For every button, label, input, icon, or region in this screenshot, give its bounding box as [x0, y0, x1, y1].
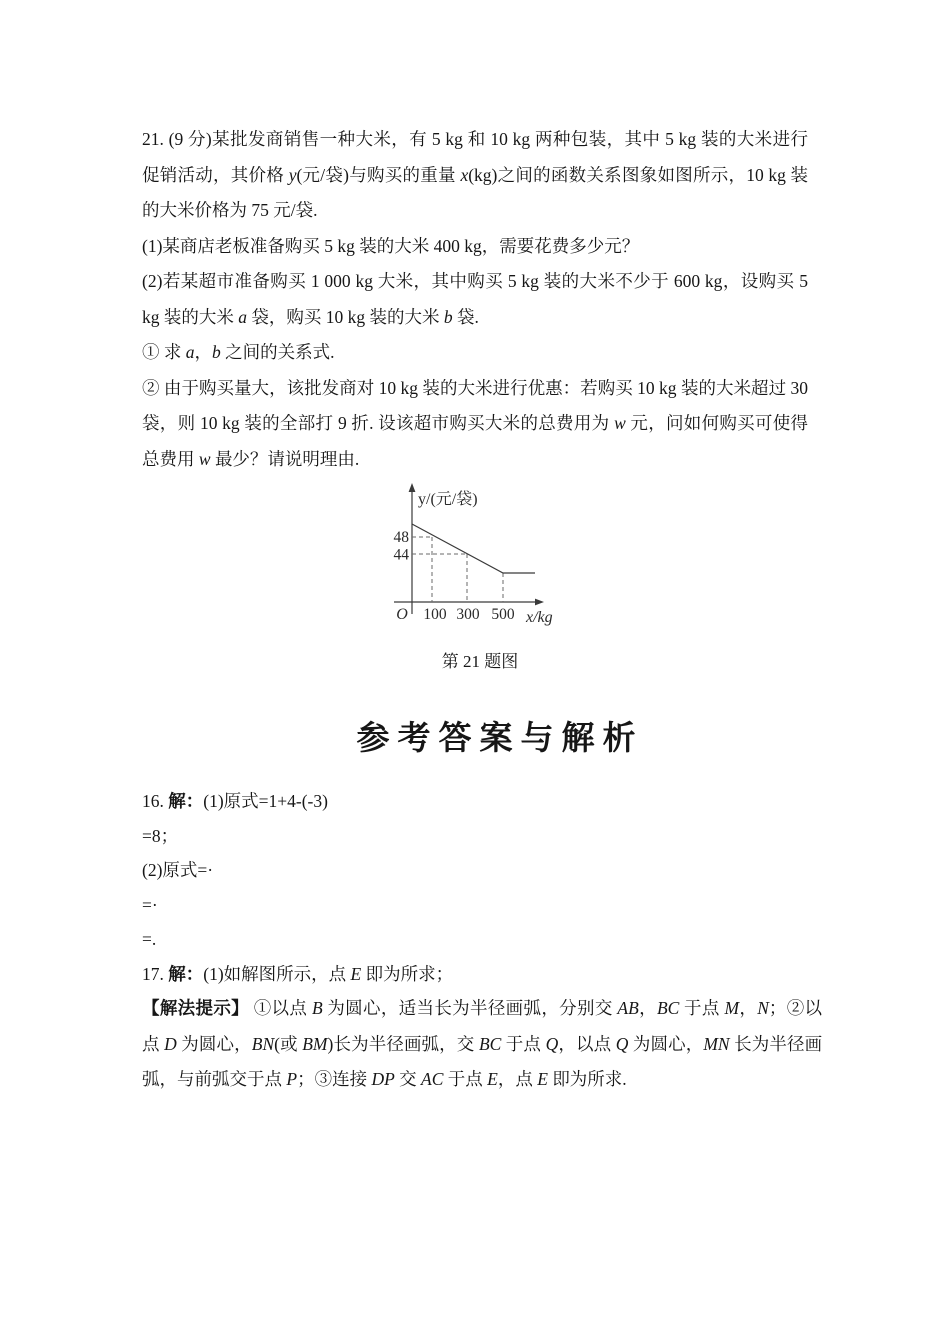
price-weight-line-chart	[380, 483, 575, 633]
x-tick-300: 300	[456, 606, 480, 623]
price-line-series	[412, 524, 535, 573]
answer-16-line-1: 16. 解：(1)原式=1+4-(-3)	[142, 791, 328, 811]
answer-16-line-5: =.	[142, 929, 157, 949]
x-axis-arrow-icon	[535, 599, 544, 606]
y-axis-label: y/(元/袋)	[418, 491, 478, 508]
answer-17-line-1: 17. 解：(1)如解图所示，点 E 即为所求；	[142, 963, 454, 984]
y-tick-44: 44	[393, 546, 409, 564]
answer-17-hint: 【解法提示】 ①以点 B 为圆心，适当长为半径画弧，分别交 AB，BC 于点 M，N；②以点 D 为圆心，BN(或 BM)长为半径画弧，交 BC 于点 Q，以点 Q 为圆心，MN 长为半径画弧，与前弧交于点 P；③连接 DP 交 AC 于点 E，点 E 即为所求.	[142, 998, 823, 1089]
x-axis-label: x/kg	[526, 609, 553, 626]
answers-block	[142, 784, 822, 1098]
figure-caption: 第 21 题图	[441, 652, 519, 671]
origin-label: O	[396, 606, 408, 623]
problem-21-part-2-sub-1: ① 求 a，b 之间的关系式.	[142, 342, 335, 362]
problem-21-part-2-sub-2: ② 由于购买量大，该批发商对 10 kg 装的大米进行优惠：若购买 10 kg 装的大米超过 30 袋，则 10 kg 装的全部打 9 折. 设该超市购买大米的总费用为 w 元，问如何购买可使得总费用 w 最少？请说明理由.	[142, 377, 809, 469]
answer-16-line-3: (2)原式=·	[142, 860, 214, 880]
y-axis-arrow-icon	[409, 483, 416, 492]
x-tick-100: 100	[423, 606, 447, 623]
answer-16-line-2: =8；	[142, 825, 179, 846]
problem-21-stem: 21. (9 分)某批发商销售一种大米，有 5 kg 和 10 kg 两种包装，其中 5 kg 装的大米进行促销活动，其价格 y(元/袋)与购买的重量 x(kg)之间的函数关系图象如图所示，10 kg 装的大米价格为 75 元/袋.	[142, 129, 809, 220]
problem-21-part-1: (1)某商店老板准备购买 5 kg 装的大米 400 kg，需要花费多少元？	[142, 235, 640, 256]
problem-21-part-2: (2)若某超市准备购买 1 000 kg 大米，其中购买 5 kg 装的大米不少于 600 kg，设购买 5 kg 装的大米 a 袋，购买 10 kg 装的大米 b 袋.	[142, 271, 808, 327]
y-tick-48: 48	[393, 529, 409, 546]
answer-16-line-4: =·	[142, 894, 158, 915]
answers-section-title: 参考答案与解析	[356, 721, 644, 757]
x-tick-500: 500	[491, 606, 515, 623]
problem-21-block	[142, 122, 808, 477]
